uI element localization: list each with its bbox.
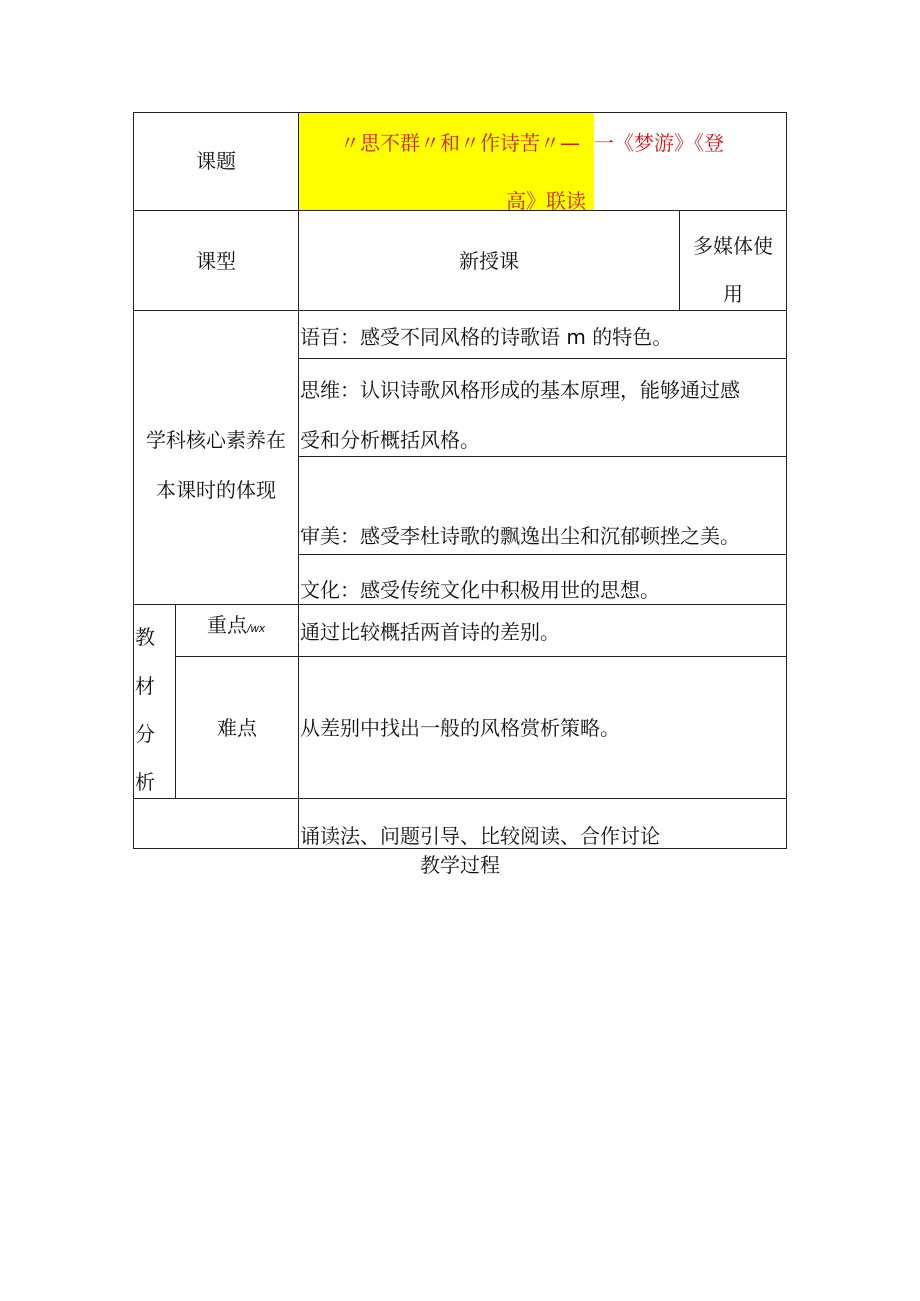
lesson-type-label: 课型 (196, 249, 236, 273)
column-divider (298, 112, 299, 849)
section-heading: 教学过程 (420, 853, 500, 877)
methods-value: 诵读法、问题引导、比较阅读、合作讨论 (300, 824, 660, 848)
row-divider (298, 554, 787, 555)
table-border-right (786, 112, 787, 849)
row-divider (133, 798, 787, 799)
row-divider (298, 358, 787, 359)
core-literacy-language: 语百：感受不同风格的诗歌语 m 的特色。 (300, 325, 673, 349)
table-border-bottom (133, 848, 787, 849)
material-analysis-char: 析 (135, 770, 155, 794)
difficulty-label: 难点 (217, 716, 257, 740)
difficulty-value: 从差别中找出一般的风格赏析策略。 (300, 716, 620, 740)
lesson-title-part2: 一《梦游》《登 (594, 131, 724, 155)
media-label-line2: 用 (723, 282, 743, 306)
core-literacy-thinking-cont: 受和分析概括风格。 (300, 428, 480, 452)
row-divider (133, 604, 787, 605)
lesson-title-part1: 〃思不群〃和〃作诗苦〃— (340, 131, 580, 155)
row-divider (133, 210, 787, 211)
core-literacy-label-line2: 本课时的体现 (156, 478, 276, 502)
material-analysis-char: 教 (135, 625, 155, 649)
material-analysis-char: 材 (135, 674, 155, 698)
key-point-text: 重点 (207, 613, 247, 637)
lesson-title-line2: 高》联读 (506, 189, 586, 213)
topic-label: 课题 (196, 149, 236, 173)
core-literacy-label-line1: 学科核心素养在 (146, 428, 286, 452)
lesson-type-value: 新授课 (459, 249, 519, 273)
key-point-value: 通过比较概括两首诗的差别。 (300, 620, 560, 644)
column-divider (175, 604, 176, 799)
row-divider (175, 656, 787, 657)
key-point-label (207, 613, 265, 641)
key-point-mark: /wx (247, 622, 265, 635)
core-literacy-thinking: 思维：认识诗歌风格形成的基本原理，能够通过感 (300, 378, 740, 402)
row-divider (298, 456, 787, 457)
row-divider (133, 310, 787, 311)
material-analysis-char: 分 (135, 722, 155, 746)
media-label-line1: 多媒体使 (693, 234, 773, 258)
core-literacy-aesthetics: 审美：感受李杜诗歌的飘逸出尘和沉郁顿挫之美。 (300, 524, 740, 548)
core-literacy-culture: 文化：感受传统文化中积极用世的思想。 (300, 578, 660, 602)
